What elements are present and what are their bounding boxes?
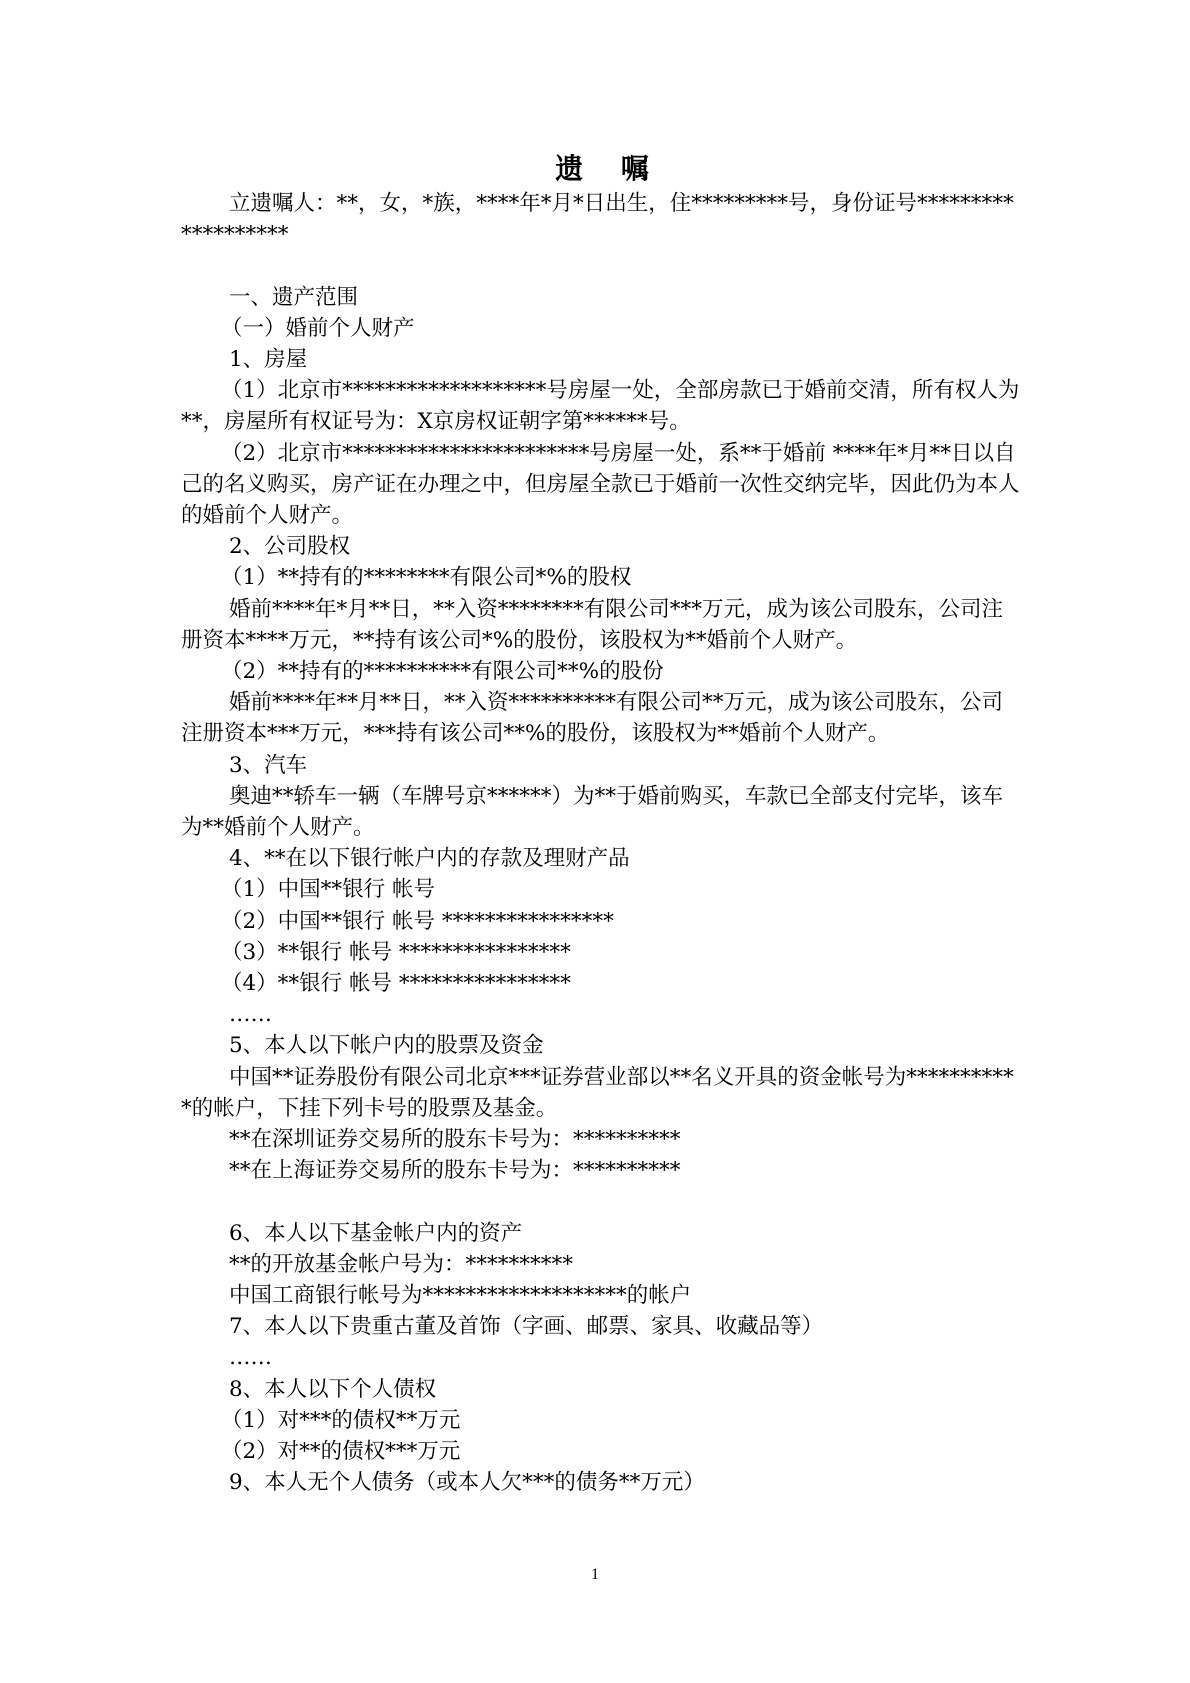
paragraph: （1）北京市*******************号房屋一处，全部房款已于婚前交清，所有权人为**，房屋所有权证号为：X京房权证朝字第******号。 bbox=[181, 378, 1020, 435]
paragraph: 奥迪**轿车一辆（车牌号京******）为**于婚前购买，车款已全部支付完毕，该车为**婚前个人财产。 bbox=[181, 783, 1004, 841]
paragraph: （2）对**的债权***万元 bbox=[221, 1439, 461, 1465]
paragraph: **的开放基金帐户号为：********** bbox=[229, 1251, 574, 1277]
paragraph: 一、遗产范围 bbox=[229, 284, 359, 310]
paragraph: 8、本人以下个人债权 bbox=[229, 1376, 437, 1402]
paragraph: **在上海证券交易所的股东卡号为：********** bbox=[229, 1158, 681, 1184]
paragraph: （4）**银行 帐号 **************** bbox=[221, 971, 571, 997]
paragraph: 1、房屋 bbox=[229, 347, 308, 372]
paragraph: 4、**在以下银行帐户内的存款及理财产品 bbox=[229, 846, 630, 872]
document-body bbox=[181, 188, 1023, 1499]
paragraph: 5、本人以下帐户内的股票及资金 bbox=[229, 1033, 544, 1059]
paragraph: （3）**银行 帐号 **************** bbox=[221, 939, 571, 965]
paragraph: **在深圳证券交易所的股东卡号为：********** bbox=[229, 1127, 681, 1153]
paragraph: （1）对***的债权**万元 bbox=[221, 1407, 461, 1433]
paragraph: （一）婚前个人财产 bbox=[221, 315, 415, 341]
blank-line bbox=[181, 1186, 1023, 1217]
paragraph: …… bbox=[229, 1345, 272, 1371]
paragraph: （2）中国**银行 帐号 **************** bbox=[221, 908, 614, 934]
paragraph: 婚前****年**月**日，**入资**********有限公司**万元，成为该公司股东，公司注册资本***万元，***持有该公司**%的股份，该股权为**婚前个人财产。 bbox=[181, 690, 1004, 747]
paragraph: 3、汽车 bbox=[229, 752, 308, 778]
paragraph: 中国工商银行帐号为*******************的帐户 bbox=[229, 1283, 692, 1309]
paragraph: （2）北京市***********************号房屋一处，系**于婚前 ****年*月**日以自己的名义购买，房产证在办理之中，但房屋全款已于婚前一次性交纳完毕，因此仍为本人的婚前个人财产。 bbox=[181, 440, 1020, 529]
document-title: 遗 嘱 bbox=[555, 152, 663, 185]
document-page bbox=[181, 150, 1023, 1499]
page-number: 1 bbox=[591, 1566, 599, 1583]
paragraph: 婚前****年*月**日，**入资********有限公司***万元，成为该公司股东，公司注册资本****万元，**持有该公司*%的股份，该股权为**婚前个人财产。 bbox=[181, 596, 1004, 653]
paragraph: 立遗嘱人：**，女，*族，****年*月*日出生，住*********号，身份证号******************* bbox=[181, 191, 1014, 248]
paragraph: （1）中国**银行 帐号 bbox=[221, 877, 436, 903]
paragraph: （1）**持有的********有限公司*%的股权 bbox=[221, 565, 632, 591]
paragraph: 2、公司股权 bbox=[229, 534, 351, 560]
paragraph: 9、本人无个人债务（或本人欠***的债务**万元） bbox=[229, 1470, 705, 1496]
paragraph: （2）**持有的**********有限公司**%的股份 bbox=[221, 659, 664, 685]
paragraph: 7、本人以下贵重古董及首饰（字画、邮票、家具、收藏品等） bbox=[229, 1314, 824, 1340]
paragraph: …… bbox=[229, 1002, 272, 1028]
paragraph: 6、本人以下基金帐户内的资产 bbox=[229, 1220, 523, 1246]
paragraph: 中国**证券股份有限公司北京***证券营业部以**名义开具的资金帐号为***********的帐户，下挂下列卡号的股票及基金。 bbox=[181, 1064, 1014, 1121]
blank-line bbox=[181, 250, 1023, 281]
